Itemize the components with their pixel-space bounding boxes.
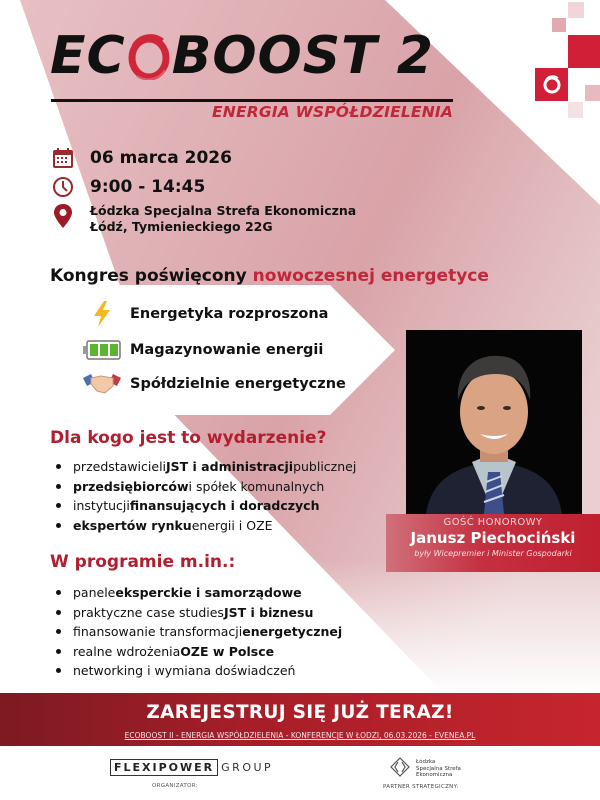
deco-square xyxy=(568,35,600,68)
ecoboost-ring-icon xyxy=(127,34,171,80)
event-time-row xyxy=(50,174,205,200)
partner-logo-line3: Ekonomiczna xyxy=(416,772,453,779)
lsse-emblem-icon xyxy=(390,757,410,781)
program-item: finansowanie transformacji energetycznej xyxy=(56,622,342,642)
program-item: realne wdrożenia OZE w Polsce xyxy=(56,642,342,662)
congress-intro xyxy=(50,266,489,286)
audience-list xyxy=(56,457,356,535)
feature-label: Energetyka rozproszona xyxy=(130,306,329,322)
program-item: networking i wymiana doświadczeń xyxy=(56,661,342,681)
location-address: Łódź, Tymienieckiego 22G xyxy=(90,219,273,234)
event-title xyxy=(50,26,434,86)
partner-logo-line1: Łódzka xyxy=(416,759,436,766)
partner-logo xyxy=(390,757,461,781)
event-date-row xyxy=(50,145,232,171)
organizer-label: ORGANIZATOR: xyxy=(152,783,198,789)
event-subtitle: ENERGIA WSPÓŁDZIELENIA xyxy=(212,103,454,121)
audience-item: instytucji finansujących i doradczych xyxy=(56,496,356,516)
audience-item: przedsiębiorców i spółek komunalnych xyxy=(56,477,356,497)
register-banner[interactable] xyxy=(0,693,600,746)
program-list xyxy=(56,583,342,681)
event-date: 06 marca 2026 xyxy=(90,148,232,168)
audience-heading: Dla kogo jest to wydarzenie? xyxy=(50,428,327,448)
guest-label: GOŚĆ HONOROWY xyxy=(443,517,543,528)
deco-square xyxy=(568,102,583,118)
clock-icon xyxy=(50,174,76,200)
title-divider xyxy=(51,99,453,102)
feature-label: Spółdzielnie energetyczne xyxy=(130,376,346,392)
congress-intro-accent: nowoczesnej energetyce xyxy=(252,266,489,286)
program-item: panele eksperckie i samorządowe xyxy=(56,583,342,603)
feature-item xyxy=(82,300,328,328)
deco-square xyxy=(552,18,566,32)
feature-item xyxy=(82,336,323,364)
partner-logo-line2: Specjalna Strefa xyxy=(416,765,461,772)
deco-square xyxy=(585,85,600,101)
organizer-logo-group: GROUP xyxy=(221,761,274,774)
program-item: praktyczne case studies JST i biznesu xyxy=(56,603,342,623)
lightning-icon xyxy=(82,300,122,328)
location-venue: Łódzka Specjalna Strefa Ekonomiczna xyxy=(90,203,357,218)
calendar-icon xyxy=(50,145,76,171)
organizer-logo-box: FLEXIPOWER xyxy=(110,759,218,776)
congress-intro-prefix: Kongres poświęcony xyxy=(50,266,253,286)
battery-icon xyxy=(82,336,122,364)
handshake-icon xyxy=(82,370,122,398)
partner-label: PARTNER STRATEGICZNY: xyxy=(383,784,459,790)
register-link[interactable]: ECOBOOST II - ENERGIA WSPÓŁDZIELENIA - KONFERENCJE W ŁODZI, 06.03.2026 - EVENEA.PL xyxy=(124,731,476,740)
guest-photo xyxy=(406,330,582,514)
event-time: 9:00 - 14:45 xyxy=(90,177,206,197)
corner-logo-icon xyxy=(535,68,568,101)
audience-item: ekspertów rynku energii i OZE xyxy=(56,516,356,536)
feature-label: Magazynowanie energii xyxy=(130,342,324,358)
title-part-1: EC xyxy=(50,26,126,86)
program-heading: W programie m.in.: xyxy=(50,552,236,572)
guest-role: były Wicepremier i Minister Gospodarki xyxy=(414,549,572,558)
deco-square xyxy=(568,2,584,18)
map-pin-icon xyxy=(50,203,76,229)
feature-item xyxy=(82,370,346,398)
event-location-row xyxy=(50,203,356,235)
title-part-2: BOOST 2 xyxy=(171,26,434,86)
register-cta[interactable]: ZAREJESTRUJ SIĘ JUŻ TERAZ! xyxy=(146,702,454,723)
organizer-logo xyxy=(110,759,273,776)
guest-card xyxy=(386,514,600,572)
guest-name: Janusz Piechociński xyxy=(410,529,576,547)
audience-item: przedstawicieli JST i administracji publicznej xyxy=(56,457,356,477)
